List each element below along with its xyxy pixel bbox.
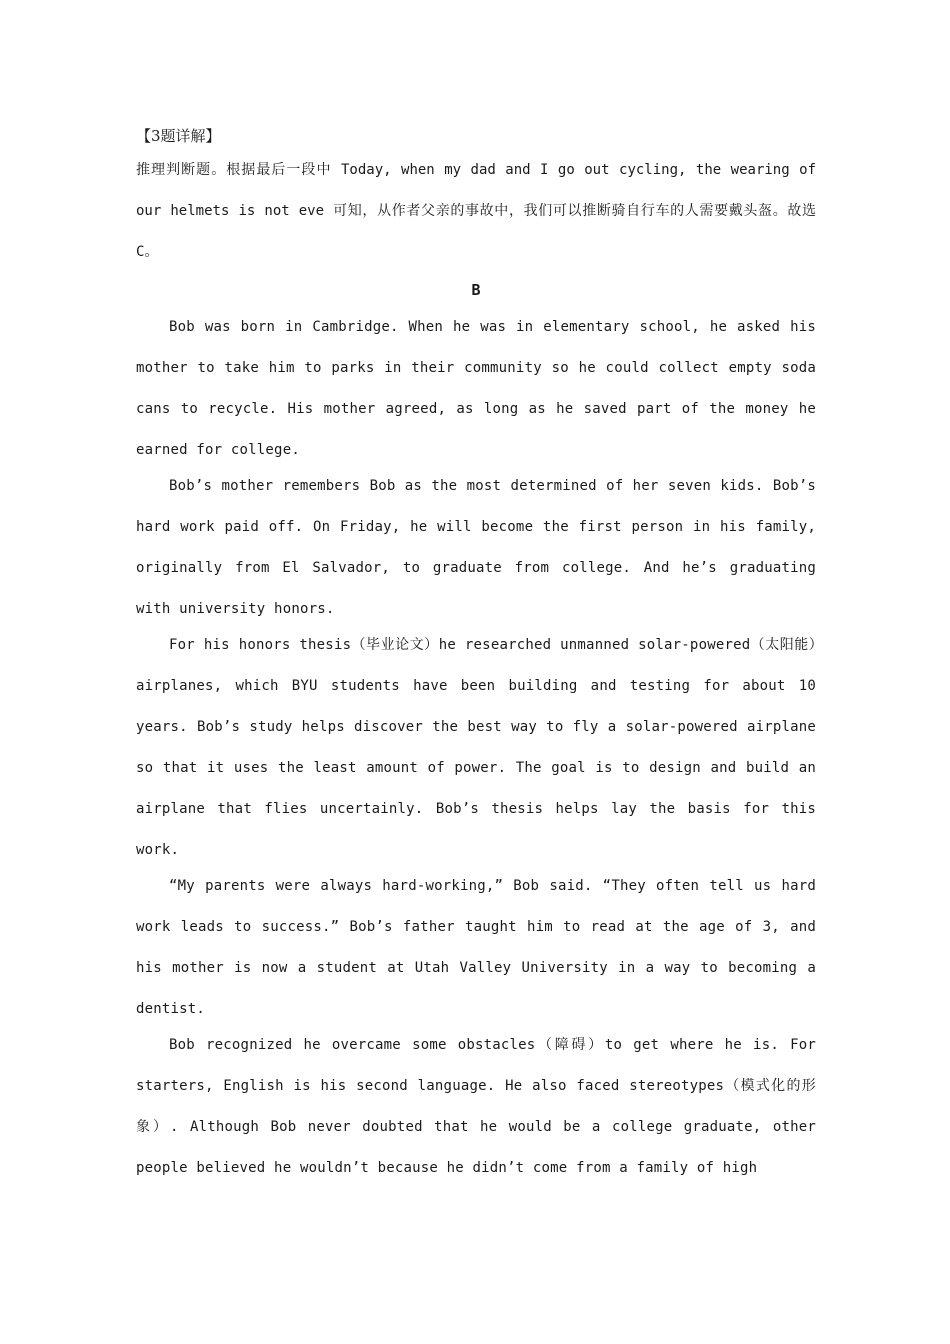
passage-paragraph-3: For his honors thesis（毕业论文）he researched unmanned solar-powered（太阳能）airplanes, which BYU students have been building and testing for about 10 years. Bob’s study helps discover the best way to fly a solar-powered airplane so that it uses the least amount of power. The goal is to design and build an airplane that flies uncertainly. Bob’s thesis helps lay the basis for this work. <box>136 637 816 858</box>
document-page <box>136 122 816 1184</box>
passage-paragraph-2: Bob’s mother remembers Bob as the most determined of her seven kids. Bob’s hard work paid off. On Friday, he will become the first person in his family, originally from El Salvador, to graduate from college. And he’s graduating with university honors. <box>136 478 816 617</box>
explanation-text: 推理判断题。根据最后一段中 Today, when my dad and I go out cycling, the wearing of our helmets is not eve 可知，从作者父亲的事故中，我们可以推断骑自行车的人需要戴头盔。故选 C。 <box>136 162 816 260</box>
passage-paragraph-4: “My parents were always hard-working,” Bob said. “They often tell us hard work leads to success.” Bob’s father taught him to read at the age of 3, and his mother is now a student at Utah Valley University in a way to becoming a dentist. <box>136 878 816 1017</box>
passage-title: B <box>471 281 481 299</box>
explanation-heading: 【3题详解】 <box>136 127 221 145</box>
passage-paragraph-5: Bob recognized he overcame some obstacles（障碍）to get where he is. For starters, English is his second language. He also faced stereotypes（模式化的形象）. Although Bob never doubted that he would be a college graduate, other people believed he wouldn’t because he didn’t come from a family of high <box>136 1037 816 1176</box>
passage-body <box>136 307 816 1189</box>
passage-paragraph-1: Bob was born in Cambridge. When he was in elementary school, he asked his mother to take him to parks in their community so he could collect empty soda cans to recycle. His mother agreed, as long as he saved part of the money he earned for college. <box>136 319 816 458</box>
